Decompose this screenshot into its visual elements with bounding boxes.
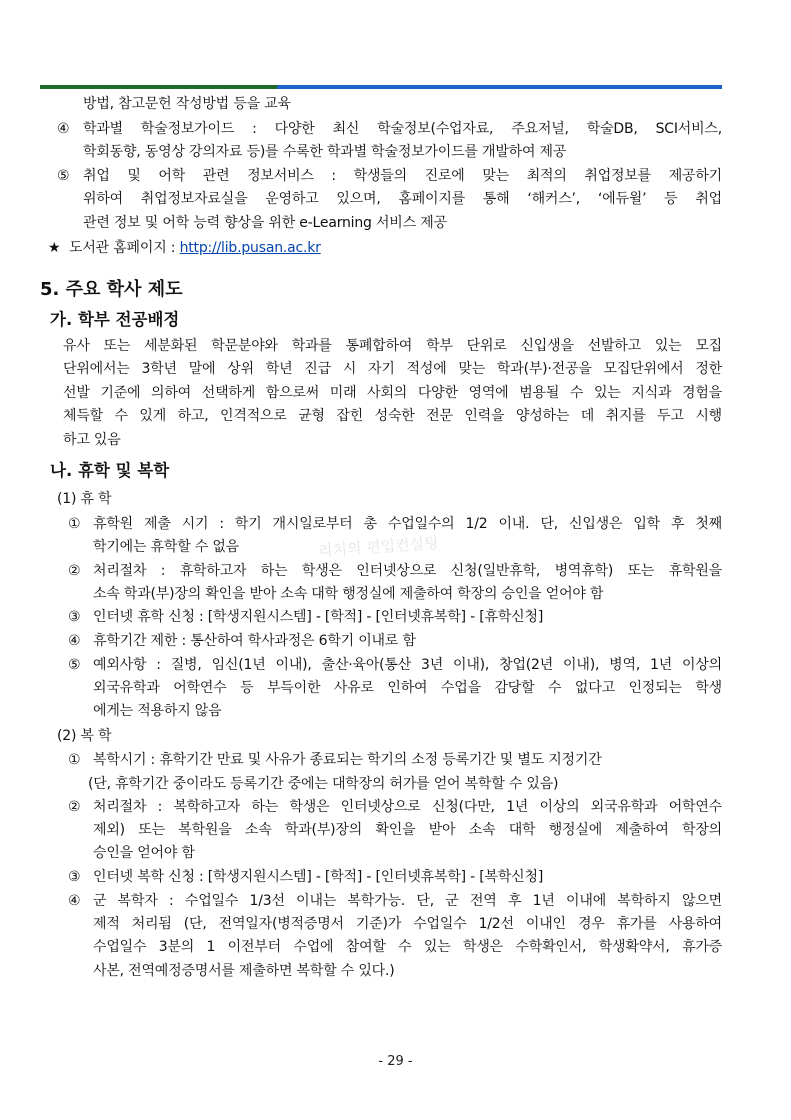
section-title: 5. 주요 학사 제도 [40,279,183,300]
paragraph-line: 하고 있음 [63,432,121,448]
item-text: 위하여 취업정보자료실을 운영하고 있으며, 홈페이지를 통해 ‘해커스’, ‘에듀윌’ 등 취업 [83,191,722,207]
header-rule [40,85,722,89]
item-text: 에게는 적용하지 않음 [93,703,222,719]
subsection-title: 나. 휴학 및 복학 [50,461,170,480]
item-text: 소속 학과(부)장의 확인을 받아 소속 대학 행정실에 제출하여 학장의 승인을 얻어야 함 [93,586,604,602]
homepage-link[interactable]: http://lib.pusan.ac.kr [179,240,321,256]
item-marker: ④ [68,893,81,909]
item-marker: ① [68,516,81,532]
item-text: 복학시기 : 휴학기간 만료 및 사유가 종료되는 학기의 소정 등록기간 및 별도 지정기간 [93,752,602,768]
item-text: 인터넷 휴학 신청 : [학생지원시스템] - [학적] - [인터넷휴복학] - [휴학신청] [93,609,544,625]
item-text: 학기에는 휴학할 수 없음 [93,539,239,555]
paragraph-line: 선발 기준에 의하여 선택하게 함으로써 미래 사회의 다양한 영역에 범용될 수 있는 지식과 경험을 [63,385,722,401]
homepage-label: 도서관 홈페이지 : [69,240,176,256]
page-number: - 29 - [378,1054,413,1069]
star-icon: ★ [48,240,61,256]
item-text: 제적 처리됨 (단, 전역일자(병적증명서 기준)가 수업일수 1/2선 이내인 경우 휴가를 사용하여 [93,916,722,932]
paragraph-line: 체득할 수 있게 하고, 인격적으로 균형 잡힌 성숙한 전문 인력을 양성하는 데 취지를 두고 시행 [63,408,722,424]
item-text: 예외사항 : 질병, 임신(1년 이내), 출산·육아(통산 3년 이내), 창업(2년 이내), 병역, 1년 이상의 [93,657,722,673]
item-text: 취업 및 어학 관련 정보서비스 : 학생들의 진로에 맞는 최적의 취업정보를 제공하기 [83,168,722,184]
continued-text: 방법, 참고문헌 작성방법 등을 교육 [83,96,291,112]
paragraph-line: 단위에서는 3학년 말에 상위 학년 진급 시 자기 적성에 맞는 학과(부)·전공을 모집단위에서 정한 [63,361,722,377]
item-text: 인터넷 복학 신청 : [학생지원시스템] - [학적] - [인터넷휴복학] - [복학신청] [93,869,544,885]
item-text: 학회동향, 동영상 강의자료 등)를 수록한 학과별 학술정보가이드를 개발하여 제공 [83,144,567,160]
item-text: 승인을 얻어야 함 [93,845,195,861]
item-text: 처리절차 : 휴학하고자 하는 학생은 인터넷상으로 신청(일반휴학, 병역휴학) 또는 휴학원을 [93,563,722,579]
item-text: 휴학원 제출 시기 : 학기 개시일로부터 총 수업일수의 1/2 이내. 단, 신입생은 입학 후 첫째 [93,516,722,532]
item-marker: ③ [68,869,81,885]
item-marker: ② [68,563,81,579]
item-text: 관련 정보 및 어학 능력 향상을 위한 e-Learning 서비스 제공 [83,215,447,231]
item-marker: ④ [57,121,70,137]
item-marker: ⑤ [57,168,70,184]
item-marker: ② [68,799,81,815]
sub-heading: (1) 휴 학 [57,491,112,507]
item-text: (단, 휴학기간 중이라도 등록기간 중에는 대학장의 허가를 얻어 복학할 수 있음) [88,776,559,792]
item-marker: ③ [68,609,81,625]
item-text: 수업일수 3분의 1 이전부터 수업에 참여할 수 있는 학생은 수학확인서, 학생확약서, 휴가증 [93,939,722,955]
item-text: 제외) 또는 복학원을 소속 학과(부)장의 확인을 받아 소속 대학 행정실에 제출하여 학장의 [93,822,722,838]
item-marker: ⑤ [68,657,81,673]
item-marker: ① [68,752,81,768]
item-text: 외국유학과 어학연수 등 부득이한 사유로 인하여 수업을 감당할 수 없다고 인정되는 학생 [93,680,722,696]
paragraph-line: 유사 또는 세분화된 학문분야와 학과를 통폐합하여 학부 단위로 신입생을 선발하고 있는 모집 [63,338,722,354]
item-text: 학과별 학술정보가이드 : 다양한 최신 학술정보(수업자료, 주요저널, 학술DB, SCI서비스, [83,121,722,137]
item-text: 처리절차 : 복학하고자 하는 학생은 인터넷상으로 신청(다만, 1년 이상의 외국유학과 어학연수 [93,799,722,815]
subsection-title: 가. 학부 전공배정 [50,310,180,329]
item-text: 휴학기간 제한 : 통산하여 학사과정은 6학기 이내로 함 [93,633,416,649]
item-text: 군 복학자 : 수업일수 1/3선 이내는 복학가능. 단, 군 전역 후 1년 이내에 복학하지 않으면 [93,893,722,909]
watermark: 리치의 편입컨설팅 [317,533,440,561]
item-text: 사본, 전역예정증명서를 제출하면 복학할 수 있다.) [93,963,395,979]
homepage-line [69,238,321,258]
sub-heading: (2) 복 학 [57,728,112,744]
header-rule-green [40,85,277,89]
header-rule-blue [277,85,722,89]
item-marker: ④ [68,633,81,649]
